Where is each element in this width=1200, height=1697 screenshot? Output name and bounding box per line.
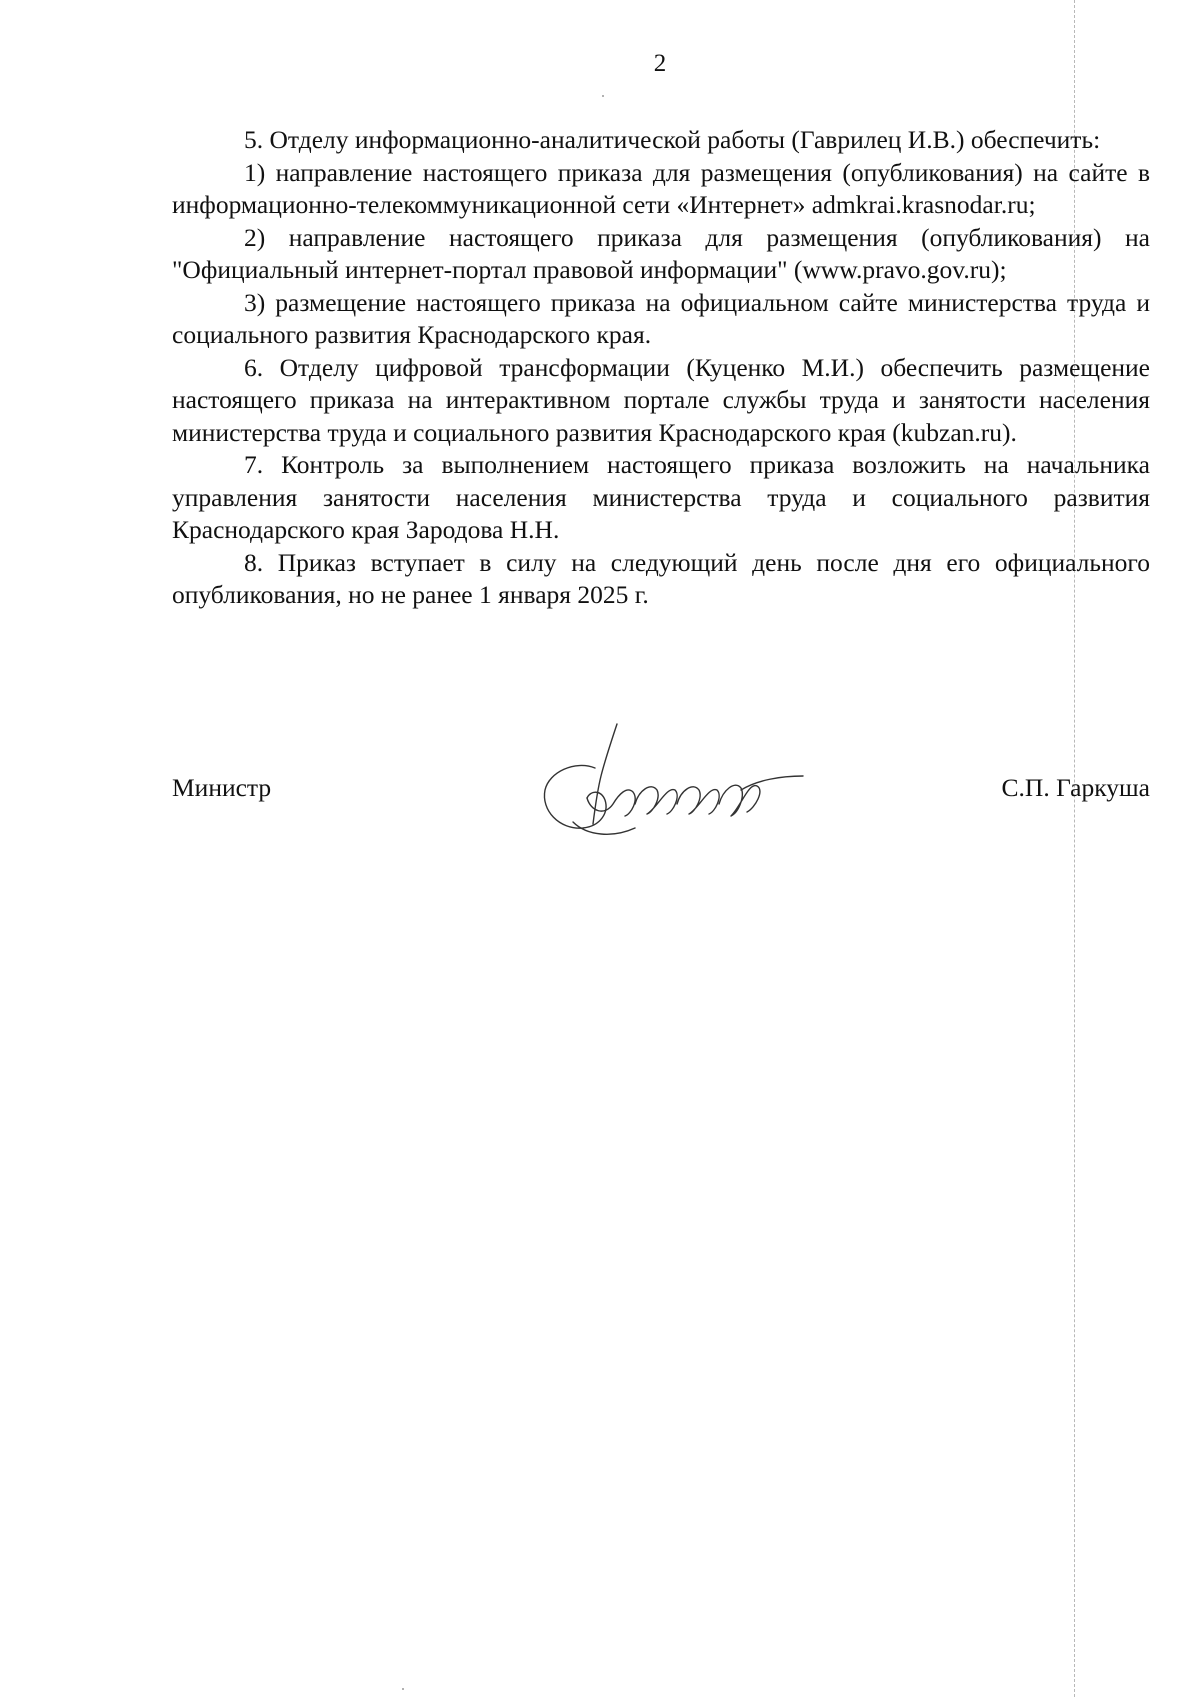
signatory-name: С.П. Гаркуша: [1001, 773, 1150, 802]
scan-speck: [602, 95, 604, 97]
paragraph-6: 6. Отделу цифровой трансформации (Куценко М.И.) обеспечить размещение настоящего приказа на интерактивном портале службы труда и занятости населения министерства труда и социального развития Краснодарского края (kubzan.ru).: [172, 352, 1150, 447]
paragraph-5: 5. Отделу информационно-аналитической работы (Гаврилец И.В.) обеспечить:: [244, 125, 1101, 154]
paragraph-5-3: 3) размещение настоящего приказа на официальном сайте министерства труда и социального развития Краснодарского края.: [172, 287, 1150, 349]
scan-speck: [402, 1688, 404, 1690]
page-number: 2: [653, 50, 667, 77]
document-body: [172, 124, 1150, 612]
signatory-title: Министр: [172, 773, 272, 802]
handwritten-signature: [535, 720, 805, 850]
paragraph-5-2: 2) направление настоящего приказа для размещения (опубликования) на "Официальный интернет-портал правовой информации" (www.pravo.gov.ru);: [172, 222, 1150, 284]
paragraph-8: 8. Приказ вступает в силу на следующий день после дня его официального опубликования, но не ранее 1 января 2025 г.: [172, 547, 1150, 609]
paragraph-7: 7. Контроль за выполнением настоящего приказа возложить на начальника управления занятости населения министерства труда и социального развития Краснодарского края Зародова Н.Н.: [172, 450, 1150, 544]
paragraph-5-1: 1) направление настоящего приказа для размещения (опубликования) на сайте в информационно-телекоммуникационной сети «Интернет» admkrai.krasnodar.ru;: [172, 157, 1150, 219]
